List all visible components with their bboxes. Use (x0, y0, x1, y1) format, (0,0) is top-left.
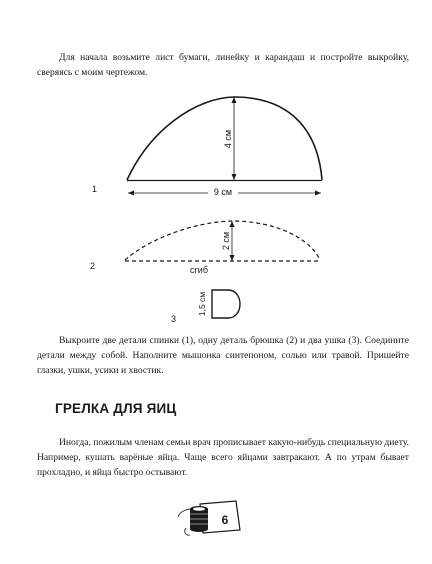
pattern-piece-back (92, 97, 322, 198)
pattern-piece-ear (171, 290, 240, 324)
page-number-emblem (178, 501, 240, 535)
instructions-paragraph: Выкроите две детали спинки (1), одну деталь брюшка (2) и два ушка (3). Соедините детали между собой. Наполните мышонка синтепоном, солью или травой. Пришейте глазки, ушки, усики и хвостик. (37, 335, 409, 376)
pattern-piece-belly (90, 221, 320, 275)
figure3-height-label: 1,5 см (197, 291, 207, 317)
thread-spool-icon (190, 506, 208, 532)
intro-paragraph: Для начала возьмите лист бумаги, линейку и карандаш и постройте выкройку, сверяясь с моим чертежом. (37, 52, 409, 78)
figure2-number: 2 (90, 261, 96, 271)
fold-label: сгиб (190, 265, 208, 275)
figure1-number: 1 (92, 184, 98, 194)
figure1-height-label: 4 см (223, 129, 233, 149)
figure3-number: 3 (171, 314, 177, 324)
section-title: ГРЕЛКА ДЛЯ ЯИЦ (55, 401, 177, 416)
story-paragraph: Иногда, пожилым членам семьи врач прописывает какую-нибудь специальную диету. Например, кушать варёные яйца. Чаще всего яйцами завтракают. А по утрам бывает прохладно, и яйца быстро остывают. (37, 437, 409, 478)
figure2-height-label: 2 см (221, 231, 231, 251)
page-number: 6 (221, 513, 229, 527)
figure1-width-label: 9 см (213, 187, 233, 197)
